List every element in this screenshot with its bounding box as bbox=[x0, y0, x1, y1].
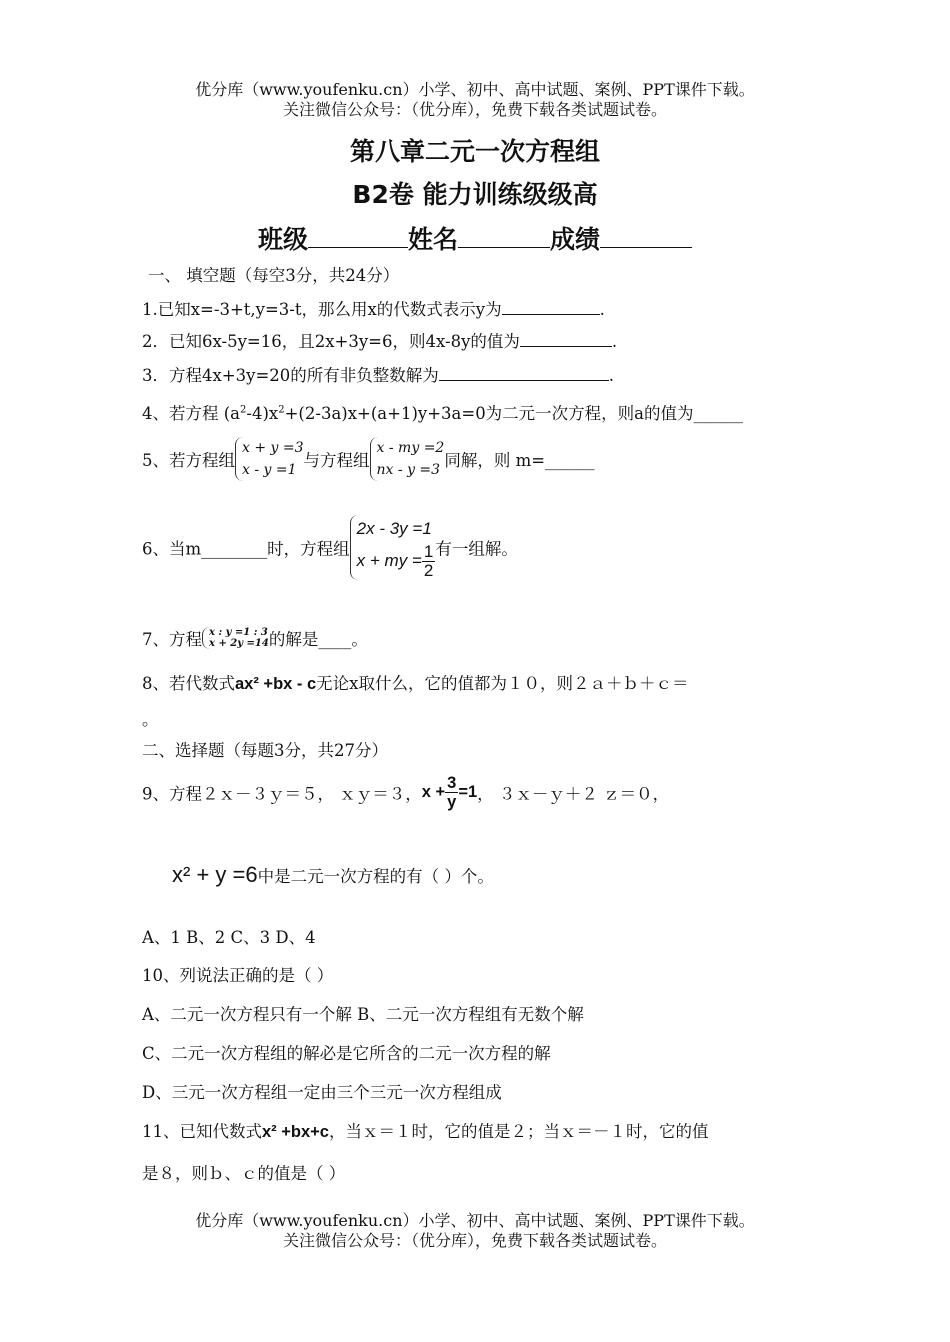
header-line-1: 优分库（www.youfenku.cn）小学、初中、高中试题、案例、PPT课件下载。 bbox=[195, 80, 755, 99]
q2-text: 2．已知6x-5y=16，且2x+3y=6，则4x-8y的值为 bbox=[142, 332, 520, 351]
question-7 bbox=[142, 626, 368, 650]
q9-expression-2: x² + y =6 bbox=[172, 862, 258, 887]
score-label: 成绩 bbox=[550, 225, 601, 254]
q10-option-d: D、三元一次方程组一定由三个三元一次方程组成 bbox=[142, 1083, 502, 1102]
section-2-heading: 二、选择题（每题3分，共27分） bbox=[142, 741, 388, 760]
q4-part-3: +(2-3a)x+(a+1)y+3a=0为二元一次方程，则a的值为______ bbox=[284, 404, 744, 423]
q9-frac-num: 3 bbox=[447, 774, 457, 792]
q5-system-2 bbox=[370, 437, 445, 481]
question-1 bbox=[142, 296, 605, 320]
q6-prefix: 6、当m________时，方程组 bbox=[142, 539, 350, 559]
q6-eq1: 2x - 3y =1 bbox=[356, 519, 432, 538]
q10-option-a-b: A、二元一次方程只有一个解 B、二元一次方程组有无数个解 bbox=[142, 1005, 584, 1024]
q6-suffix: 有一组解。 bbox=[435, 539, 518, 559]
q3-end: . bbox=[608, 366, 615, 385]
q6-frac-den: 2 bbox=[423, 561, 434, 580]
q1-text: 1.已知x=-3+t,y=3-t，那么用x的代数式表示y为 bbox=[142, 300, 502, 319]
question-11-line-2: 是８，则ｂ、ｃ的值是（ ） bbox=[142, 1164, 346, 1183]
q4-part-2: -4)x bbox=[246, 404, 279, 423]
q9-fraction bbox=[445, 774, 458, 811]
footer-line-2: 关注微信公众号：（优分库），免费下载各类试题试卷。 bbox=[282, 1231, 667, 1250]
question-6 bbox=[142, 515, 518, 580]
student-info-line bbox=[0, 220, 950, 256]
q5-prefix: 5、若方程组 bbox=[142, 451, 235, 470]
chapter-title: 第八章二元一次方程组 bbox=[349, 137, 600, 166]
q2-blank[interactable] bbox=[520, 330, 612, 347]
q4-sup-2: 2 bbox=[278, 404, 285, 416]
q7-eq1: x : y =1 : 3 bbox=[209, 627, 268, 638]
paper-subtitle: B2卷 能力训练级级高 bbox=[352, 180, 598, 209]
footer-line-1: 优分库（www.youfenku.cn）小学、初中、高中试题、案例、PPT课件下载。 bbox=[195, 1211, 755, 1230]
question-9 bbox=[142, 774, 669, 811]
q11-suffix: ，当ｘ＝１时，它的值是２；当ｘ＝－１时，它的值 bbox=[328, 1122, 709, 1141]
q8-suffix: 无论x取什么，它的值都为１０，则２ａ＋ｂ＋ｃ＝ bbox=[316, 674, 689, 693]
q4-sup-1: 2 bbox=[240, 404, 247, 416]
q9-options: A、1 B、2 C、3 D、4 bbox=[142, 928, 316, 947]
q5-sys1-eq1: x + y =3 bbox=[242, 440, 304, 456]
q9-frac-prefix: x + bbox=[421, 783, 446, 801]
question-11 bbox=[142, 1118, 708, 1142]
q6-system bbox=[350, 515, 436, 580]
question-10-stem: 10、列说法正确的是（ ） bbox=[142, 966, 334, 985]
q6-eq2: x + my = bbox=[356, 550, 422, 570]
question-8-line-2: 。 bbox=[142, 710, 159, 729]
q5-system-1 bbox=[235, 437, 304, 481]
question-8 bbox=[142, 670, 688, 694]
q5-sys2-eq1: x - my =2 bbox=[376, 440, 445, 456]
q7-system bbox=[202, 627, 269, 649]
name-blank[interactable] bbox=[458, 225, 550, 248]
question-5 bbox=[142, 437, 595, 481]
q9-part-1: 9、方程２ｘ－３ｙ＝５， ｘｙ＝３， bbox=[142, 784, 422, 804]
section-1-heading: 一、 填空题（每空3分，共24分） bbox=[148, 266, 400, 285]
q8-expression: ax² +bx - c bbox=[235, 675, 317, 693]
q6-fraction bbox=[422, 543, 435, 580]
q8-prefix: 8、若代数式 bbox=[142, 674, 235, 693]
question-2 bbox=[142, 328, 617, 352]
q9-frac-suffix: =1 bbox=[458, 783, 478, 801]
q11-expression: x² +bx+c bbox=[262, 1123, 329, 1141]
q1-end: . bbox=[599, 300, 605, 319]
q5-sys1-eq2: x - y =1 bbox=[242, 462, 297, 478]
q9-frac-den: y bbox=[447, 793, 457, 811]
q5-sys2-eq2: nx - y =3 bbox=[376, 462, 441, 478]
q10-option-c: C、二元一次方程组的解必是它所含的二元一次方程的解 bbox=[142, 1044, 551, 1063]
q1-blank[interactable] bbox=[502, 298, 600, 315]
q9-part-2: ， ３ｘ－ｙ＋２ ｚ＝０， bbox=[477, 784, 670, 804]
question-4 bbox=[142, 400, 743, 424]
q7-eq2: x + 2y =14 bbox=[209, 638, 269, 649]
q5-suffix: 同解，则 m=______ bbox=[444, 451, 595, 470]
q6-frac-num: 1 bbox=[423, 542, 434, 561]
q3-blank[interactable] bbox=[439, 364, 609, 381]
class-blank[interactable] bbox=[308, 225, 408, 248]
score-blank[interactable] bbox=[600, 225, 692, 248]
question-3 bbox=[142, 362, 614, 386]
q4-part-1: 4、若方程 (a bbox=[142, 404, 241, 423]
q9-part-3: 中是二元一次方程的有（ ）个。 bbox=[257, 867, 494, 886]
q7-prefix: 7、方程 bbox=[142, 630, 202, 649]
q5-mid: 与方程组 bbox=[303, 451, 370, 470]
name-label: 姓名 bbox=[407, 225, 458, 254]
q3-text: 3．方程4x+3y=20的所有非负整数解为 bbox=[142, 366, 439, 385]
question-9-line-2 bbox=[172, 862, 494, 888]
q7-suffix: 的解是____。 bbox=[268, 630, 368, 649]
q11-prefix: 11、已知代数式 bbox=[142, 1122, 262, 1141]
q2-end: . bbox=[611, 332, 618, 351]
class-label: 班级 bbox=[257, 225, 308, 254]
header-line-2: 关注微信公众号：（优分库），免费下载各类试题试卷。 bbox=[282, 100, 667, 119]
